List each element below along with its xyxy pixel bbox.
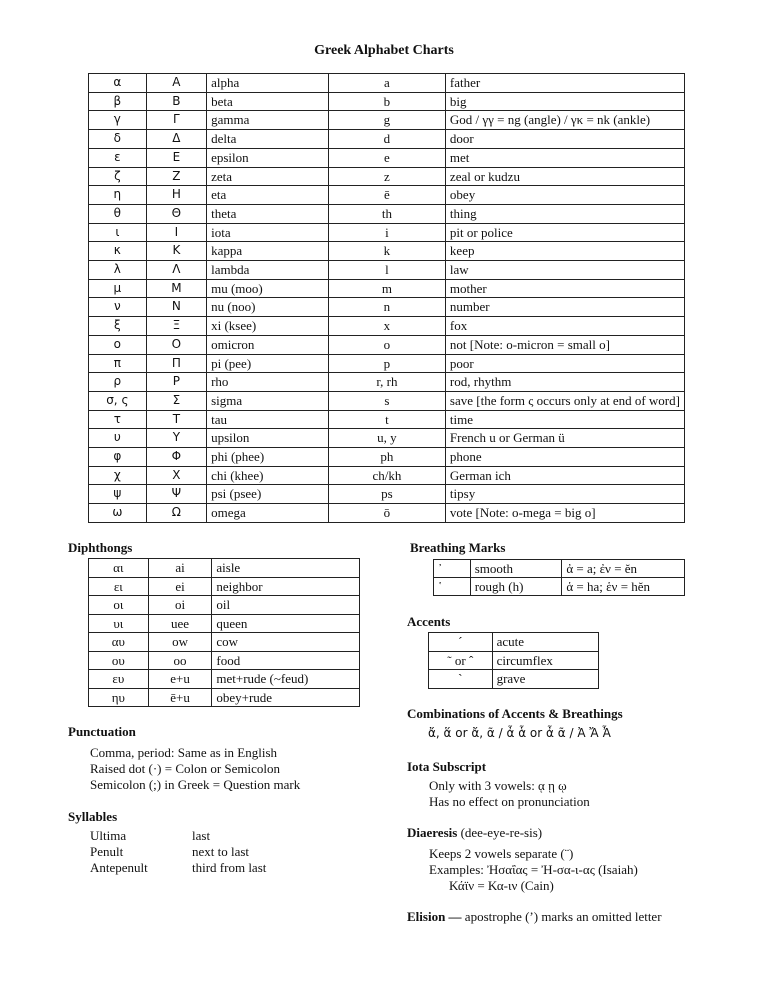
alphabet-row-cell: Υ	[146, 429, 206, 448]
alphabet-row-cell: τ	[89, 410, 147, 429]
alphabet-row-cell: phi (phee)	[207, 448, 329, 467]
diphthong-row	[89, 559, 360, 578]
diphthong-row-cell: ευ	[89, 670, 149, 689]
accent-row	[429, 651, 599, 670]
alphabet-row	[89, 242, 685, 261]
diaeresis-line: Examples: Ἠσαΐας = Ἠ-σα-ι-ας (Isaiah)	[429, 862, 638, 877]
alphabet-row-cell: Δ	[146, 130, 206, 149]
alphabet-row	[89, 317, 685, 336]
iota-line: Has no effect on pronunciation	[429, 794, 590, 809]
accents-table	[428, 632, 599, 689]
alphabet-row-cell: κ	[89, 242, 147, 261]
alphabet-row-cell: obey	[445, 186, 684, 205]
alphabet-row-cell: Λ	[146, 261, 206, 280]
alphabet-row-cell: i	[328, 223, 445, 242]
alphabet-row-cell: Ξ	[146, 317, 206, 336]
alphabet-row-cell: ο	[89, 335, 147, 354]
alphabet-row-cell: ζ	[89, 167, 147, 186]
accent-row-cell: ´	[429, 633, 493, 652]
diphthong-row-cell: oil	[212, 596, 360, 615]
alphabet-row-cell: theta	[207, 204, 329, 223]
breathing-row-cell: ἀ = a; ἐν = ĕn	[562, 560, 685, 578]
alphabet-row-cell: Π	[146, 354, 206, 373]
accent-row	[429, 633, 599, 652]
diphthong-row-cell: ει	[89, 577, 149, 596]
alphabet-row	[89, 111, 685, 130]
alphabet-row	[89, 186, 685, 205]
alphabet-row-cell: German ich	[445, 466, 684, 485]
alphabet-row	[89, 92, 685, 111]
alphabet-row-cell: iota	[207, 223, 329, 242]
alphabet-row-cell: Ζ	[146, 167, 206, 186]
breathing-row-cell: rough (h)	[470, 578, 562, 596]
diphthong-row-cell: ου	[89, 651, 149, 670]
alphabet-row-cell: Β	[146, 92, 206, 111]
alphabet-row-cell: epsilon	[207, 148, 329, 167]
breathing-row-cell: smooth	[470, 560, 562, 578]
alphabet-row-cell: m	[328, 279, 445, 298]
iota-line: Only with 3 vowels: ᾳ ῃ ῳ	[429, 778, 567, 793]
alphabet-row-cell: gamma	[207, 111, 329, 130]
alphabet-row-cell: th	[328, 204, 445, 223]
alphabet-row-cell: save [the form ς occurs only at end of word]	[445, 391, 684, 410]
alphabet-row-cell: e	[328, 148, 445, 167]
alphabet-row-cell: ω	[89, 504, 147, 523]
accent-row-cell: ˜ or ˆ	[429, 651, 493, 670]
alphabet-row-cell: Ν	[146, 298, 206, 317]
punctuation-line: Comma, period: Same as in English	[90, 745, 278, 760]
diphthong-row-cell: uee	[148, 614, 212, 633]
alphabet-row-cell: t	[328, 410, 445, 429]
alphabet-row-cell: law	[445, 261, 684, 280]
alphabet-row	[89, 410, 685, 429]
alphabet-row-cell: ε	[89, 148, 147, 167]
alphabet-row-cell: Γ	[146, 111, 206, 130]
alphabet-row-cell: Μ	[146, 279, 206, 298]
diaeresis-pronunciation: (dee-eye-re-sis)	[460, 825, 543, 840]
alphabet-row-cell: Σ	[146, 391, 206, 410]
alphabet-row	[89, 298, 685, 317]
alphabet-row-cell: Ι	[146, 223, 206, 242]
diphthong-row	[89, 651, 360, 670]
alphabet-row-cell: rod, rhythm	[445, 373, 684, 392]
alphabet-row-cell: vote [Note: o-mega = big o]	[445, 504, 684, 523]
syllable-meaning: next to last	[192, 844, 250, 859]
alphabet-row-cell: tau	[207, 410, 329, 429]
alphabet-row	[89, 148, 685, 167]
punctuation-line: Semicolon (;) in Greek = Question mark	[90, 777, 301, 792]
alphabet-row-cell: rho	[207, 373, 329, 392]
alphabet-row	[89, 223, 685, 242]
alphabet-row-cell: ν	[89, 298, 147, 317]
alphabet-row-cell: ō	[328, 504, 445, 523]
syllable-meaning: third from last	[192, 860, 267, 875]
diphthong-row-cell: queen	[212, 614, 360, 633]
alphabet-row-cell: mother	[445, 279, 684, 298]
alphabet-row	[89, 391, 685, 410]
alphabet-row	[89, 448, 685, 467]
alphabet-row-cell: l	[328, 261, 445, 280]
diphthong-row	[89, 596, 360, 615]
combinations-heading: Combinations of Accents & Breathings	[407, 706, 623, 721]
alphabet-row-cell: ρ	[89, 373, 147, 392]
alphabet-row-cell: omega	[207, 504, 329, 523]
accent-row-cell: circumflex	[492, 651, 598, 670]
alphabet-table	[88, 73, 685, 523]
alphabet-row-cell: Χ	[146, 466, 206, 485]
alphabet-row-cell: Κ	[146, 242, 206, 261]
diphthong-row-cell: oi	[148, 596, 212, 615]
alphabet-row-cell: met	[445, 148, 684, 167]
alphabet-row-cell: Φ	[146, 448, 206, 467]
alphabet-row-cell: λ	[89, 261, 147, 280]
alphabet-row-cell: o	[328, 335, 445, 354]
alphabet-row	[89, 130, 685, 149]
alphabet-row-cell: father	[445, 74, 684, 93]
alphabet-row-cell: eta	[207, 186, 329, 205]
alphabet-row-cell: γ	[89, 111, 147, 130]
alphabet-row-cell: tipsy	[445, 485, 684, 504]
diphthong-row	[89, 670, 360, 689]
alphabet-row-cell: zeal or kudzu	[445, 167, 684, 186]
alphabet-row-cell: fox	[445, 317, 684, 336]
alphabet-row-cell: π	[89, 354, 147, 373]
breathing-row	[434, 560, 685, 578]
breathing-table	[433, 559, 685, 596]
page-title: Greek Alphabet Charts	[314, 43, 454, 58]
alphabet-row-cell: β	[89, 92, 147, 111]
alphabet-row-cell: d	[328, 130, 445, 149]
syllable-meaning: last	[192, 828, 211, 843]
breathing-row	[434, 578, 685, 596]
punctuation-heading: Punctuation	[68, 724, 136, 739]
elision-heading: Elision —	[407, 909, 462, 924]
punctuation-line: Raised dot (·) = Colon or Semicolon	[90, 761, 281, 776]
alphabet-row-cell: a	[328, 74, 445, 93]
alphabet-row-cell: Ο	[146, 335, 206, 354]
diphthong-row-cell: υι	[89, 614, 149, 633]
diphthong-row-cell: οι	[89, 596, 149, 615]
alphabet-row-cell: phone	[445, 448, 684, 467]
alphabet-row	[89, 204, 685, 223]
diphthong-row-cell: cow	[212, 633, 360, 652]
alphabet-row-cell: number	[445, 298, 684, 317]
alphabet-row-cell: p	[328, 354, 445, 373]
diaeresis-line: Κάϊν = Κα-ιν (Cain)	[449, 878, 554, 893]
diphthong-row	[89, 688, 360, 707]
diaeresis-line: Keeps 2 vowels separate (¨)	[429, 846, 574, 861]
alphabet-row-cell: mu (moo)	[207, 279, 329, 298]
alphabet-row-cell: keep	[445, 242, 684, 261]
diphthong-row-cell: food	[212, 651, 360, 670]
diphthong-row-cell: obey+rude	[212, 688, 360, 707]
alphabet-row-cell: ē	[328, 186, 445, 205]
diphthong-row-cell: ow	[148, 633, 212, 652]
diphthong-row-cell: aisle	[212, 559, 360, 578]
alphabet-row	[89, 167, 685, 186]
alphabet-row	[89, 74, 685, 93]
alphabet-row-cell: Ρ	[146, 373, 206, 392]
diphthong-row-cell: neighbor	[212, 577, 360, 596]
breathing-row-cell: ῾	[434, 578, 471, 596]
diphthong-row-cell: αι	[89, 559, 149, 578]
alphabet-row-cell: lambda	[207, 261, 329, 280]
accent-row-cell: grave	[492, 670, 598, 689]
alphabet-row	[89, 261, 685, 280]
alphabet-row-cell: r, rh	[328, 373, 445, 392]
alphabet-row-cell: delta	[207, 130, 329, 149]
alphabet-row-cell: Ω	[146, 504, 206, 523]
alphabet-row-cell: n	[328, 298, 445, 317]
alphabet-row-cell: chi (khee)	[207, 466, 329, 485]
alphabet-row-cell: beta	[207, 92, 329, 111]
alphabet-row-cell: Η	[146, 186, 206, 205]
alphabet-row-cell: Θ	[146, 204, 206, 223]
alphabet-row-cell: omicron	[207, 335, 329, 354]
alphabet-row-cell: zeta	[207, 167, 329, 186]
alphabet-row	[89, 504, 685, 523]
elision-line	[407, 909, 662, 925]
alphabet-row-cell: ψ	[89, 485, 147, 504]
breathing-row-cell: ᾿	[434, 560, 471, 578]
alphabet-row	[89, 335, 685, 354]
accent-row-cell: acute	[492, 633, 598, 652]
alphabet-row-cell: Τ	[146, 410, 206, 429]
alphabet-row-cell: upsilon	[207, 429, 329, 448]
alphabet-row-cell: pi (pee)	[207, 354, 329, 373]
alphabet-row-cell: g	[328, 111, 445, 130]
alphabet-row-cell: alpha	[207, 74, 329, 93]
accent-row	[429, 670, 599, 689]
alphabet-row	[89, 279, 685, 298]
alphabet-row	[89, 485, 685, 504]
alphabet-row-cell: δ	[89, 130, 147, 149]
alphabet-row-cell: ι	[89, 223, 147, 242]
diaeresis-title	[407, 825, 542, 841]
syllable-term: Antepenult	[90, 860, 148, 875]
alphabet-row-cell: s	[328, 391, 445, 410]
alphabet-row-cell: Ε	[146, 148, 206, 167]
alphabet-row-cell: thing	[445, 204, 684, 223]
alphabet-row-cell: xi (ksee)	[207, 317, 329, 336]
diphthongs-table	[88, 558, 360, 707]
alphabet-row-cell: kappa	[207, 242, 329, 261]
breathing-heading: Breathing Marks	[410, 540, 506, 555]
diphthong-row-cell: met+rude (~feud)	[212, 670, 360, 689]
accents-heading: Accents	[407, 614, 451, 629]
alphabet-row-cell: χ	[89, 466, 147, 485]
syllable-term: Penult	[90, 844, 124, 859]
alphabet-row	[89, 466, 685, 485]
diphthong-row-cell: oo	[148, 651, 212, 670]
alphabet-row-cell: u, y	[328, 429, 445, 448]
diaeresis-heading: Diaeresis	[407, 825, 458, 840]
diphthongs-heading: Diphthongs	[68, 540, 133, 555]
alphabet-row-cell: Ψ	[146, 485, 206, 504]
diphthong-row-cell: ē+u	[148, 688, 212, 707]
syllables-heading: Syllables	[68, 809, 118, 824]
diphthong-row-cell: e+u	[148, 670, 212, 689]
accent-row-cell: `	[429, 670, 493, 689]
alphabet-row-cell: ps	[328, 485, 445, 504]
alphabet-row-cell: x	[328, 317, 445, 336]
alphabet-row-cell: φ	[89, 448, 147, 467]
diphthong-row-cell: ei	[148, 577, 212, 596]
alphabet-row-cell: door	[445, 130, 684, 149]
diphthong-row	[89, 633, 360, 652]
alphabet-row-cell: Α	[146, 74, 206, 93]
alphabet-row-cell: psi (psee)	[207, 485, 329, 504]
alphabet-row-cell: French u or German ü	[445, 429, 684, 448]
iota-heading: Iota Subscript	[407, 759, 487, 774]
alphabet-row-cell: z	[328, 167, 445, 186]
alphabet-row-cell: nu (noo)	[207, 298, 329, 317]
alphabet-row-cell: k	[328, 242, 445, 261]
diphthong-row-cell: αυ	[89, 633, 149, 652]
alphabet-row-cell: ξ	[89, 317, 147, 336]
diphthong-row-cell: ηυ	[89, 688, 149, 707]
alphabet-row-cell: ch/kh	[328, 466, 445, 485]
elision-text: apostrophe (ʼ) marks an omitted letter	[464, 909, 662, 924]
alphabet-row	[89, 373, 685, 392]
alphabet-row-cell: not [Note: o-micron = small o]	[445, 335, 684, 354]
alphabet-row-cell: big	[445, 92, 684, 111]
alphabet-row-cell: μ	[89, 279, 147, 298]
alphabet-row	[89, 429, 685, 448]
syllable-term: Ultima	[90, 828, 127, 843]
alphabet-row-cell: poor	[445, 354, 684, 373]
alphabet-row-cell: b	[328, 92, 445, 111]
alphabet-row-cell: υ	[89, 429, 147, 448]
alphabet-row-cell: θ	[89, 204, 147, 223]
diphthong-row	[89, 614, 360, 633]
combinations-text: ἄ, ἅ or ἄ, ᾶ / ἆ ἇ or ἆ ᾶ / Ἀ Ἄ Ἆ	[428, 726, 611, 740]
alphabet-row-cell: ph	[328, 448, 445, 467]
alphabet-row-cell: α	[89, 74, 147, 93]
alphabet-row-cell: pit or police	[445, 223, 684, 242]
alphabet-row-cell: time	[445, 410, 684, 429]
diphthong-row	[89, 577, 360, 596]
diphthong-row-cell: ai	[148, 559, 212, 578]
alphabet-row-cell: God / γγ = ng (angle) / γκ = nk (ankle)	[445, 111, 684, 130]
alphabet-row	[89, 354, 685, 373]
alphabet-row-cell: sigma	[207, 391, 329, 410]
alphabet-row-cell: σ, ς	[89, 391, 147, 410]
alphabet-row-cell: η	[89, 186, 147, 205]
breathing-row-cell: ἁ = ha; ἑν = hĕn	[562, 578, 685, 596]
